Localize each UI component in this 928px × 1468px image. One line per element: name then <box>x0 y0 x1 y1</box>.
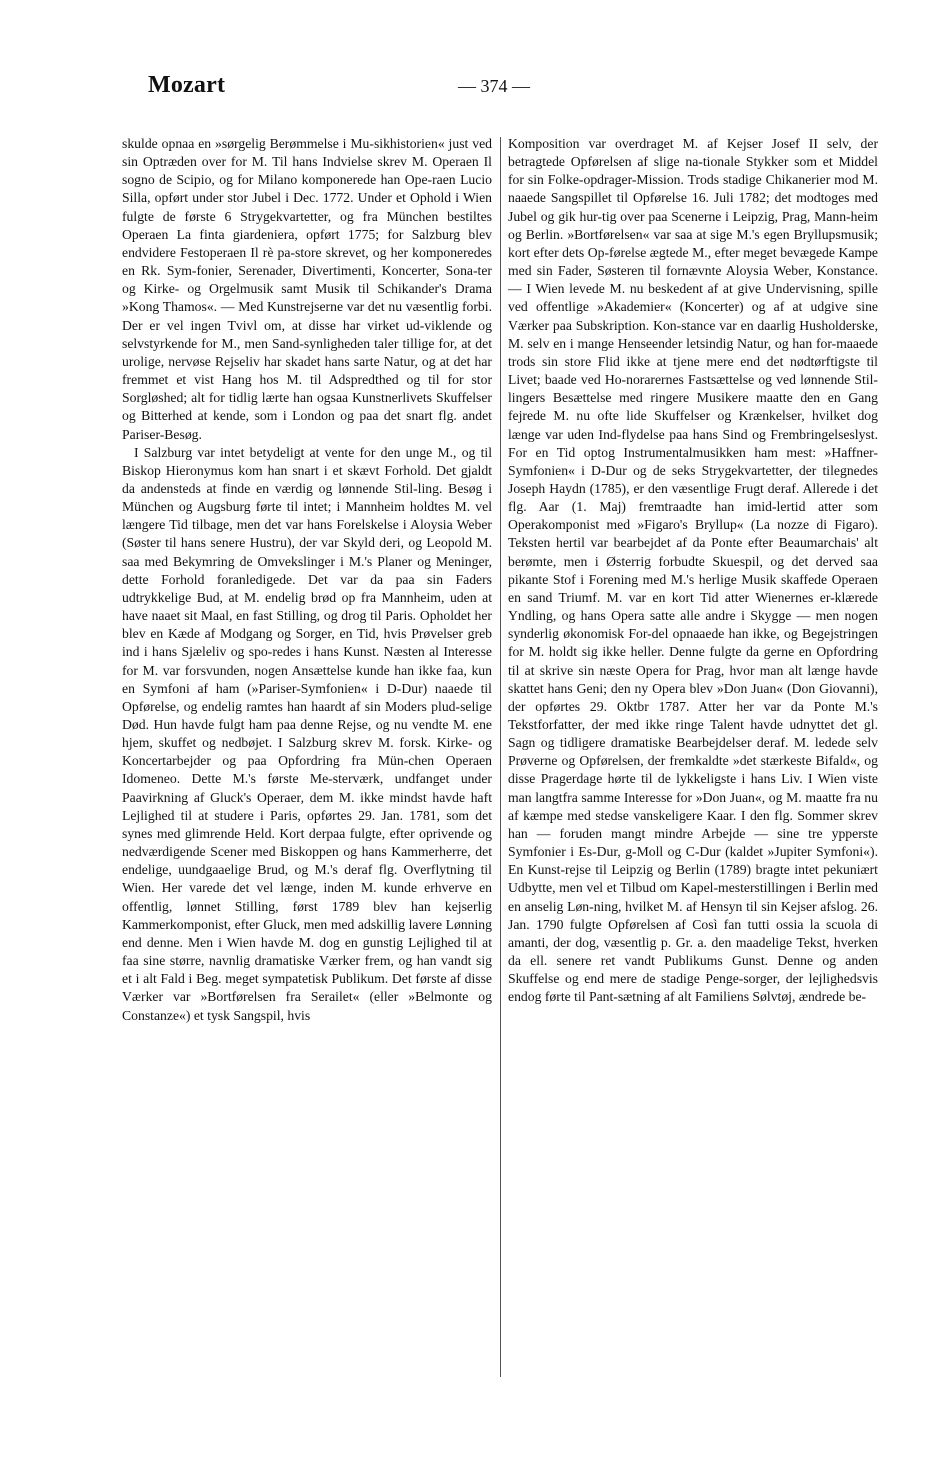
right-column <box>508 135 878 1385</box>
left-column <box>122 135 492 1385</box>
paragraph: skulde opnaa en »sørgelig Berømmelse i Mu-sikhistorien« just ved sin Optræden over for M. Til hans Indvielse skrev M. Operaen Il sogno de Scipio, og for Milano komponerede han Ope-raen Lucio Silla, opført under stor Jubel i Dec. 1772. Under et Ophold i Wien fulgte de første 6 Strygekvartetter, og fra München bestiltes Operaen La finta giardeniera, opført 1775; for Salzburg blev endvidere Festoperaen Il rè pa-store skrevet, og her komponeredes en Rk. Sym-fonier, Serenader, Divertimenti, Koncerter, Sona-ter og Kirke- og Orgelmusik samt Musik til Schikander's Drama »Kong Thamos«. — Med Kunstrejserne var det nu væsentlig forbi. Der er vel ingen Tvivl om, at disse har virket ud-viklende og selvstyrkende for M., men Sand-synligheden taler tillige for, at det urolige, nervøse Rejseliv har skadet hans sarte Natur, og at det har fremmet et vist Hang hos M. til Adspredthed og til for stor Sorgløshed; alt for tidlig lærte han ogsaa Kunstnerlivets Skuffelser og Bitterhed at kende, som i London og paa det snart flg. andet Pariser-Besøg. <box>122 136 492 442</box>
page-header <box>148 72 878 106</box>
paragraph: Komposition var overdraget M. af Kejser Josef II selv, der betragtede Opførelsen af slige na-tionale Stykker som et Middel for sin Folke-opdrager-Mission. Trods stadige Chikanerier mod M. naaede Sangspillet til Opførelse 16. Juli 1782; det modtoges med Jubel og gik hur-tig over paa Scenerne i Leipzig, Prag, Mann-heim og Berlin. »Bortførelsen« var saa at sige M.'s egen Bryllupsmusik; kort efter dets Op-førelse ægtede M., efter meget bevægede Kampe med sin Fader, Søsteren til fornævnte Aloysia Weber, Konstance. — I Wien levede M. nu beskedent af at give Undervisning, spille ved offentlige »Akademier« (Koncerter) og af at udgive sine Værker paa Subskription. Kon-stance var en daarlig Husholderske, M. selv en i mange Henseender letsindig Natur, og han for-maaede trods sin store Flid ikke at tjene mere end det nødtørftigste til Livet; baade ved Ho-norarernes Fastsættelse og ved lønnende Stil-lingers Besættelse med ringere Musikere maatte den en Gang fejrede M. nu ofte lide Skuffelser og Krænkelser, hvilket dog længe var uden Ind-flydelse paa hans Sind og Frembringelseslyst. For en Tid optog Instrumentalmusikken ham mest: »Haffner-Symfonien« i D-Dur og de seks Strygekvartetter, der tilegnedes Joseph Haydn (1785), er den væsentlige Frugt deraf. Allerede i det flg. Aar (1. Maj) fremtraadte han imid-lertid atter som Operakomponist med »Figaro's Bryllup« (La nozze di Figaro). Teksten hertil var bearbejdet af da Ponte efter Beaumarchais' alt berømte, men i Østerrig forbudte Skuespil, og det derved saa pikante Stof i Forening med M.'s herlige Musik skaffede Operaen en sand Triumf. M. var en kort Tid atter Wienernes er-klærede Yndling, og hans Opera satte alle andre i Skygge — men nogen synderlig økonomisk For-del opnaaede han ikke, og Begejstringen for M. holdt sig ikke heller. Denne fulgte da gerne en Opfordring til at skrive sin næste Opera for Prag, hvor man alt længe havde skattet hans Geni; den ny Opera blev »Don Juan« (Don Giovanni), der opførtes 29. Oktbr 1787. Atter her var da Ponte M.'s Tekstforfatter, der med ikke ringe Talent havde udnyttet det gl. Sagn og tidligere dramatiske Bearbejdelser deraf. M. ledede selv Prøverne og Opførelsen, der fremkaldte »det stærkeste Bifald«, og disse Pragerdage hørte til de lykkeligste i hans Liv. I Wien viste man langtfra samme Interesse for »Don Juan«, og M. maatte fra nu af kæmpe med stedse vanskeligere Kaar. I den flg. Sommer skrev han — foruden mangt mindre Arbejde — sine tre ypperste Symfonier i Es-Dur, g-Moll og C-Dur (kaldet »Jupiter Symfoni«). En Kunst-rejse til Leipzig og Berlin (1789) bragte intet pekuniært Udbytte, men vel et Tilbud om Kapel-mesterstillingen i Berlin med en anselig Løn-ning, hvilket M. af Hensyn til sin Kejser afslog. 26. Jan. 1790 fulgte Opførelsen af Così fan tutti ossia la scuola di amanti, der dog, væsentlig p. Gr. a. den maadelige Tekst, hverken da ell. senere ret vandt Publikums Gunst. Denne og anden Skuffelse og end mere de stadige Penge-sorger, der lejlighedsvis endog førte til Pant-sætning af alt Familiens Sølvtøj, ændrede be- <box>508 136 878 1005</box>
running-head-title: Mozart <box>148 72 226 98</box>
page-number: — 374 — <box>458 76 530 96</box>
column-divider <box>500 137 501 1377</box>
paragraph: I Salzburg var intet betydeligt at vente for den unge M., og til Biskop Hieronymus kom han snart i et skævt Forhold. Det gjaldt da andensteds at finde en værdig og lønnende Stil-ling. Besøg i München og Augsburg førte til intet; i Mannheim holdtes M. vel længere Tid tilbage, men det var hans Forelskelse i Aloysia Weber (Søster til hans senere Hustru), der var Skyld deri, og Leopold M. saa med Bekymring de Omvekslinger i M.'s Planer og Meninger, dette Forhold foranledigede. Det var da paa sin Faders udtrykkelige Bud, at M. endelig brød op fra Mannheim, uden at have naaet sit Maal, en fast Stilling, og drog til Paris. Opholdet her blev en Kæde af Modgang og Sorger, en Tid, hvis Prøvelser greb ind i hans Sjæleliv og spo-redes i hans Kunst. Næsten al Interesse for M. var forsvunden, nogen Ansættelse kunde han ikke faa, kun en Symfoni af ham (»Pariser-Symfonien« i D-Dur) naaede til Opførelse, og endelig ramtes han haardt af sin Moders plud-selige Død. Hun havde fulgt ham paa denne Rejse, og nu vendte M. ene hjem, skuffet og nedbøjet. I Salzburg skrev M. forsk. Kirke- og Koncertarbejder og paa Opfordring fra Mün-chen Operaen Idomeneo. Dette M.'s første Me-sterværk, undfanget under Paavirkning af Gluck's Operaer, dem M. ikke mindst havde haft Lejlighed til at studere i Paris, opførtes 29. Jan. 1781, som det synes med glimrende Held. Kort derpaa fulgte, efter oprivende og nedværdigende Scener med Biskoppen og hans Kammerherre, det endelige, uundgaaelige Brud, og M.'s deraf flg. Overflytning til Wien. Her varede det vel længe, inden M. kunde erhverve en offentlig, lønnet Stilling, først 1789 blev han kejserlig Kammerkomponist, efter Gluck, men med adskillig lavere Lønning end denne. Men i Wien havde M. dog en gunstig Lejlighed til at faa sine større, navnlig dramatiske Værker frem, og han vandt sig et i alt Fald i Beg. meget sympatetisk Publikum. Det første af disse Værker var »Bortførelsen fra Serailet« (eller »Belmonte og Constanze«) et tysk Sangspil, hvis <box>122 444 492 1023</box>
